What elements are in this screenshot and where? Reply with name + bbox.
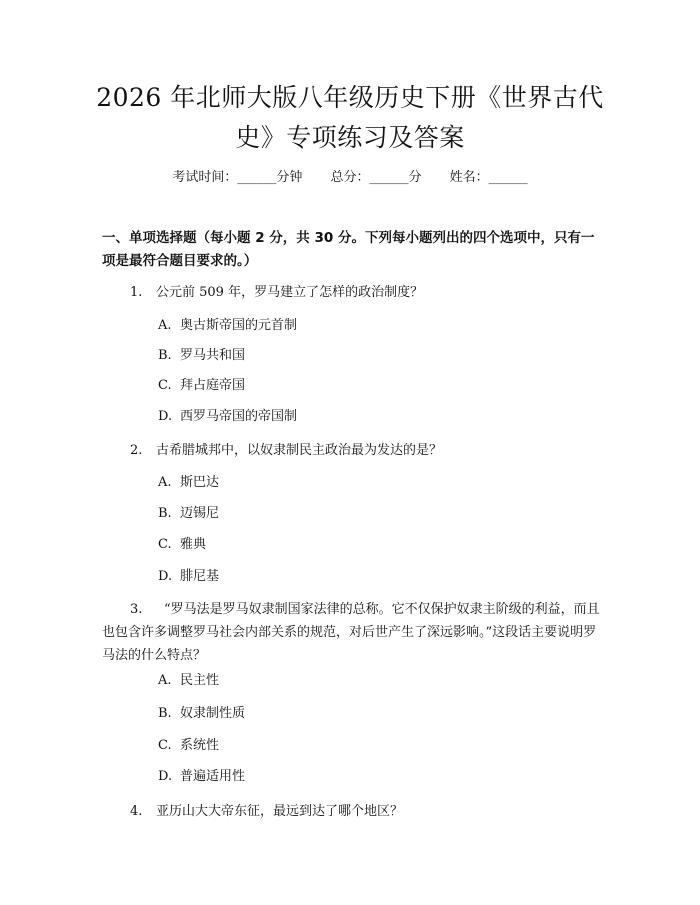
title-line-2: 史》专项练习及答案 — [235, 123, 465, 152]
option-text: 腓尼基 — [180, 569, 220, 584]
option-text: 拜占庭帝国 — [180, 378, 246, 393]
exam-time: 考试时间：______分钟 — [172, 170, 303, 185]
q1-option-c — [158, 376, 245, 396]
option-letter: A. — [158, 475, 172, 490]
q3-option-c — [158, 736, 219, 756]
q3-option-d — [158, 767, 245, 787]
question-number: 2. — [130, 443, 143, 458]
option-text: 斯巴达 — [180, 475, 220, 490]
option-letter: B. — [158, 506, 172, 521]
option-letter: D. — [158, 409, 173, 424]
question-text: “罗马法是罗马奴隶制国家法律的总称。它不仅保护奴隶主阶级的利益，而且也包含许多调整罗马社会内部关系的规范，对后世产生了深远影响。”这段话主要说明罗马法的什么特点？ — [102, 602, 600, 663]
question-number: 3. — [130, 602, 143, 617]
option-letter: C. — [158, 738, 172, 753]
q1-option-b — [158, 346, 245, 366]
section-heading: 一、单项选择题（每小题 2 分，共 30 分。下列每小题列出的四个选项中，只有一项是最符合题目要求的。） — [102, 230, 595, 269]
option-letter: B. — [158, 706, 172, 721]
exam-score: 总分：______分 — [330, 170, 422, 185]
option-letter: C. — [158, 378, 172, 393]
option-text: 奴隶制性质 — [180, 706, 246, 721]
q1-option-a — [158, 316, 297, 336]
question-4 — [102, 800, 602, 823]
option-letter: B. — [158, 348, 172, 363]
exam-info — [0, 166, 700, 185]
q2-option-d — [158, 567, 219, 587]
exam-name: 姓名：______ — [449, 170, 528, 185]
title-line-1: 2026 年北师大版八年级历史下册《世界古代 — [96, 83, 604, 112]
option-text: 普遍适用性 — [180, 769, 246, 784]
option-letter: D. — [158, 769, 173, 784]
question-3 — [102, 598, 602, 667]
question-2 — [102, 439, 602, 462]
option-text: 西罗马帝国的帝国制 — [180, 409, 298, 424]
q2-option-c — [158, 535, 206, 555]
option-letter: A. — [158, 318, 172, 333]
option-text: 罗马共和国 — [180, 348, 246, 363]
question-text: 古希腊城邦中，以奴隶制民主政治最为发达的是？ — [156, 443, 443, 458]
q3-option-a — [158, 671, 219, 691]
q2-option-b — [158, 504, 219, 524]
option-text: 奥古斯帝国的元首制 — [180, 318, 298, 333]
question-number: 1. — [130, 285, 143, 300]
option-letter: D. — [158, 569, 173, 584]
q3-option-b — [158, 704, 245, 724]
option-letter: C. — [158, 537, 172, 552]
option-letter: A. — [158, 673, 172, 688]
question-number: 4. — [130, 804, 143, 819]
option-text: 迈锡尼 — [180, 506, 220, 521]
question-text: 公元前 509 年，罗马建立了怎样的政治制度？ — [156, 285, 424, 300]
question-text: 亚历山大大帝东征，最远到达了哪个地区？ — [156, 804, 404, 819]
document-title — [80, 78, 620, 158]
option-text: 民主性 — [180, 673, 220, 688]
option-text: 雅典 — [180, 537, 207, 552]
option-text: 系统性 — [180, 738, 220, 753]
question-1 — [102, 281, 602, 304]
q1-option-d — [158, 407, 297, 427]
q2-option-a — [158, 473, 219, 493]
